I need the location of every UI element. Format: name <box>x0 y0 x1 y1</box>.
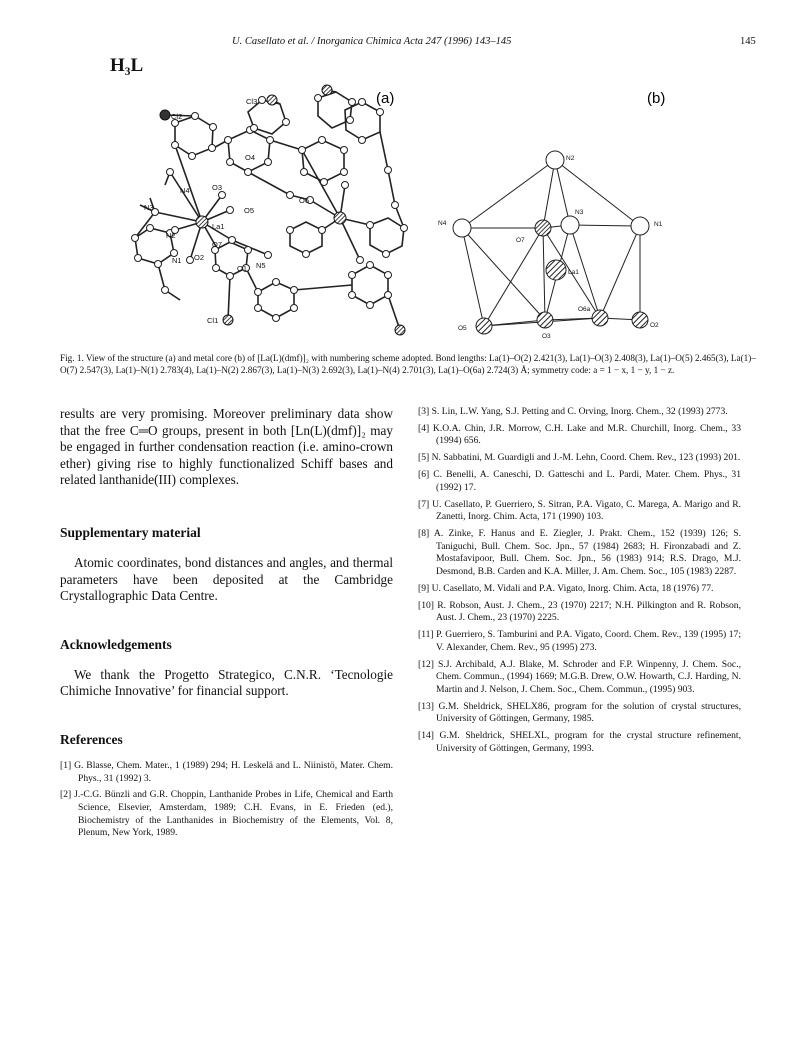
label-n2: N2 <box>166 231 176 240</box>
label-b-o3: O3 <box>542 333 551 340</box>
label-cl2: Cl2 <box>171 112 183 121</box>
structure-atoms <box>132 95 408 322</box>
references-heading: References <box>60 731 123 747</box>
intro-paragraph: results are very promising. Moreover preliminary data show that the free C═O groups, present in both [Ln(L)(dmf)]₂ may be engaged in further condensation reaction (i.e. amino-crown ether) giving rise to highly functionalized Schiff bases and related lanthanide(III) complexes. <box>60 406 393 488</box>
supplementary-text: Atomic coordinates, bond distances and angles, and thermal parameters have been deposited at the Cambridge Crystallographic Data Centre. <box>60 554 393 604</box>
label-b-o2: O2 <box>650 322 659 329</box>
label-o4: O4 <box>245 153 256 162</box>
polyhedron-atoms <box>453 151 649 334</box>
label-o5: O5 <box>244 206 255 215</box>
reference-item: [2] J.-C.G. Bünzli and G.R. Choppin, Lanthanide Probes in Life, Chemical and Earth Science, Elsevier, Amsterdam, 1989; C.H. Evans, in E. Frieden (ed.), Biochemistry of the Lanthanides in Biochemistry of the Elements, Vol. 8, Plenum, New York, 1989. <box>60 789 393 839</box>
label-o1: O1 <box>237 264 248 273</box>
running-head: U. Casellato et al. / Inorganica Chimica Acta 247 (1996) 143–145 <box>232 36 512 47</box>
label-o7: O7 <box>212 240 223 249</box>
reference-item: [13] G.M. Sheldrick, SHELX86, program for the solution of crystal structures, University of Göttingen, Germany, 1985. <box>418 700 741 725</box>
label-n1: N1 <box>172 256 182 265</box>
reference-item: [3] S. Lin, L.W. Yang, S.J. Petting and C. Orving, Inorg. Chem., 32 (1993) 2773. <box>418 406 728 417</box>
reference-item: [1] G. Blasse, Chem. Mater., 1 (1989) 294; H. Leskelä and L. Niinistö, Mater. Chem. Phys., 31 (1992) 3. <box>60 759 393 784</box>
label-b-o6a: O6a <box>578 306 591 313</box>
label-n3: N3 <box>144 203 154 212</box>
figure-1 <box>0 68 797 348</box>
label-b-n1: N1 <box>654 221 663 228</box>
panel-a-label: (a) <box>376 90 395 107</box>
right-column <box>418 406 741 760</box>
figure-caption: Fig. 1. View of the structure (a) and metal core (b) of [La(L)(dmf)]₂ with numbering scheme adopted. Bond lengths: La(1)–O(2) 2.421(3), La(1)–O(3) 2.408(3), La(1)–O(5) 2.465(3), La(1)–O(7) 2.547(3), La(1)–N(1) 2.783(4), La(1)–N(2) 2.867(3), La(1)–N(3) 2.692(3), La(1)–N(4) 2.701(3), La(1)–O(6a) 2.724(3) Å; symmetry code: a = 1 − x, 1 − y, 1 − z. <box>60 353 756 375</box>
reference-item: [4] K.O.A. Chin, J.R. Morrow, C.H. Lake and M.R. Churchill, Inorg. Chem., 33 (1994) 656. <box>418 422 741 447</box>
label-o2: O2 <box>194 253 205 262</box>
label-b-n3: N3 <box>575 209 584 216</box>
reference-item: [9] U. Casellato, M. Vidali and P.A. Vigato, Inorg. Chim. Acta, 18 (1976) 77. <box>418 582 714 594</box>
panel-b-label: (b) <box>647 90 666 107</box>
label-b-la1: La1 <box>568 269 579 276</box>
label-b-n4: N4 <box>438 220 447 227</box>
label-la1: La1 <box>212 222 225 231</box>
reference-item: [7] U. Casellato, P. Guerriero, S. Sitran, P.A. Vigato, C. Marega, A. Marigo and R. Zanetti, Inorg. Chim. Acta, 171 (1990) 103. <box>418 498 741 523</box>
reference-item: [12] S.J. Archibald, A.J. Blake, M. Schroder and F.P. Winpenny, J. Chem. Soc., Chem. Commun., (1994) 1669; M.G.B. Drew, O.W. Howarth, C.J. Harding, N. Martin and J. Nelson, J. Chem. Soc., Chem. Commun., (1995) 903. <box>418 658 741 695</box>
panel-b-atom-labels <box>438 155 663 340</box>
label-b-n2: N2 <box>566 155 575 162</box>
page-number: 145 <box>740 36 756 47</box>
label-n4: N4 <box>180 186 190 195</box>
acknowledgements-heading: Acknowledgements <box>60 636 172 652</box>
reference-item: [10] R. Robson, Aust. J. Chem., 23 (1970) 2217; N.H. Pilkington and R. Robson, Aust. J. Chem., 23 (1970) 2225. <box>418 599 741 624</box>
left-column <box>60 406 393 844</box>
supplementary-heading: Supplementary material <box>60 524 201 540</box>
reference-item: [14] G.M. Sheldrick, SHELXL, program for the crystal structure refinement, University of Göttingen, Germany, 1993. <box>418 730 741 754</box>
reference-item: [8] A. Zinke, F. Hanus and E. Ziegler, J. Prakt. Chem., 152 (1939) 126; S. Taniguchi, Bull. Chem. Soc. Jpn., 57 (1984) 2683; H. Fironzabadi and Z. Mostafavipoor, Bull. Chem. Soc. Jpn., 56 (1983) 914; R.S. Drago, M.J. Desmond, B.B. Carden and K.A. Miller, J. Am. Chem. Soc., 105 (1983) 2287. <box>418 528 741 578</box>
label-n5: N5 <box>256 261 266 270</box>
compound-label: H₃L <box>110 55 144 76</box>
label-o3: O3 <box>212 183 223 192</box>
label-b-o5: O5 <box>458 325 467 332</box>
label-b-o7: O7 <box>516 237 525 244</box>
acknowledgements-text: We thank the Progetto Strategico, C.N.R. ‘Tecnologie Chimiche Innovative’ for financial support. <box>60 666 393 699</box>
reference-item: [5] N. Sabbatini, M. Guardigli and J.-M. Lehn, Coord. Chem. Rev., 123 (1993) 201. <box>418 452 741 464</box>
label-o6: O6 <box>299 196 310 205</box>
label-cl1: Cl1 <box>207 316 219 325</box>
label-cl3: Cl3 <box>246 97 258 106</box>
polyhedron-edges <box>462 160 640 326</box>
reference-item: [11] P. Guerriero, S. Tamburini and P.A. Vigato, Coord. Chem. Rev., 139 (1995) 17; V. Alexander, Chem. Rev., 95 (1995) 273. <box>418 629 741 653</box>
reference-item: [6] C. Benelli, A. Caneschi, D. Gatteschi and L. Pardi, Mater. Chem. Phys., 31 (1992) 17. <box>418 469 741 493</box>
